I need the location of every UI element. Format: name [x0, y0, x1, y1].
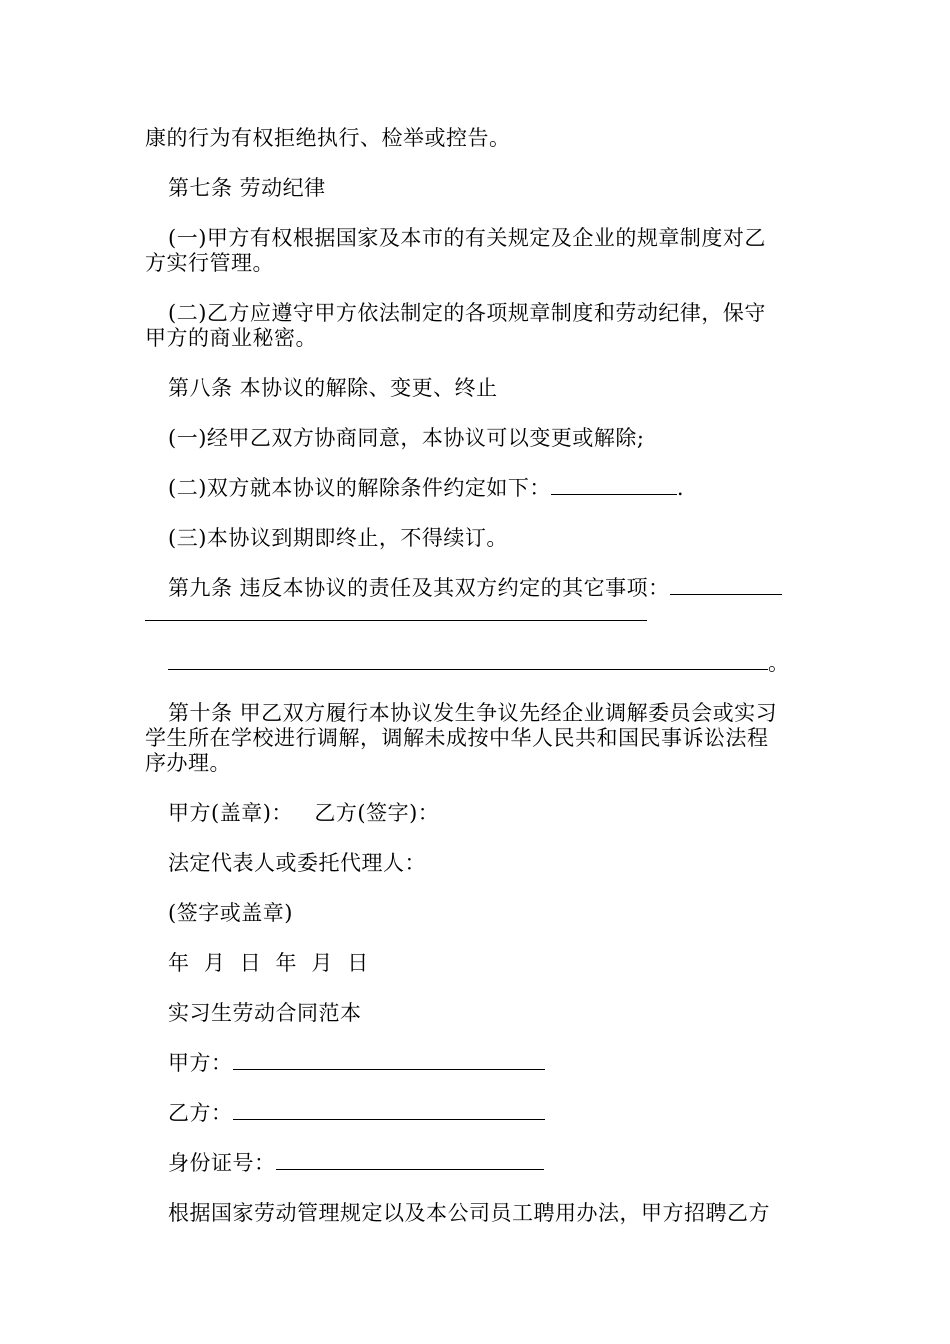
article-8-clause-2 [168, 475, 684, 501]
date-line: 年 月 日 年 月 日 [168, 951, 369, 975]
article-8-clause-3: (三)本协议到期即终止，不得续订。 [168, 526, 508, 550]
signature-parties: 甲方(盖章)： 乙方(签字)： [168, 801, 440, 825]
article-8-heading: 第八条 本协议的解除、变更、终止 [168, 376, 498, 400]
party-a-blank[interactable] [233, 1051, 545, 1070]
party-b-label: 乙方： [168, 1101, 233, 1125]
fill-in-blank[interactable] [670, 576, 782, 595]
id-number-line [168, 1150, 544, 1176]
article-9-line [168, 575, 782, 601]
party-b-blank[interactable] [233, 1101, 545, 1120]
article-9-blank-line [168, 650, 790, 676]
article-9-text: 第九条 违反本协议的责任及其双方约定的其它事项： [168, 576, 670, 600]
party-a-label: 甲方： [168, 1051, 233, 1075]
id-number-blank[interactable] [276, 1151, 544, 1170]
article-8-clause-1: (一)经甲乙双方协商同意，本协议可以变更或解除; [168, 426, 645, 450]
article-7-heading: 第七条 劳动纪律 [168, 176, 326, 200]
contract-title: 实习生劳动合同范本 [168, 1001, 362, 1025]
id-number-label: 身份证号： [168, 1151, 276, 1175]
article-7-clause-1-line-2: 方实行管理。 [145, 251, 274, 275]
fill-in-blank[interactable] [145, 602, 647, 621]
legal-representative: 法定代表人或委托代理人： [168, 851, 426, 875]
fill-in-blank[interactable] [168, 651, 768, 670]
sign-or-seal: (签字或盖章) [168, 901, 293, 925]
article-10-line-1: 第十条 甲乙双方履行本协议发生争议先经企业调解委员会或实习 [168, 701, 778, 725]
article-7-clause-1-line-1: (一)甲方有权根据国家及本市的有关规定及企业的规章制度对乙 [168, 226, 766, 250]
party-b-line [168, 1100, 545, 1126]
article-7-clause-2-line-1: (二)乙方应遵守甲方依法制定的各项规章制度和劳动纪律，保守 [168, 301, 766, 325]
article-8-clause-2-end: . [676, 476, 685, 500]
fill-in-blank[interactable] [551, 476, 677, 495]
paragraph-continuation: 康的行为有权拒绝执行、检举或控告。 [145, 126, 511, 150]
article-10-line-2: 学生所在学校进行调解，调解未成按中华人民共和国民事诉讼法程 [145, 726, 769, 750]
closing-paragraph: 根据国家劳动管理规定以及本公司员工聘用办法，甲方招聘乙方 [168, 1201, 770, 1225]
party-a-line [168, 1050, 545, 1076]
article-7-clause-2-line-2: 甲方的商业秘密。 [145, 326, 317, 350]
article-8-clause-2-text: (二)双方就本协议的解除条件约定如下： [168, 476, 551, 500]
article-10-line-3: 序办理。 [145, 751, 231, 775]
article-9-end: 。 [768, 651, 790, 675]
